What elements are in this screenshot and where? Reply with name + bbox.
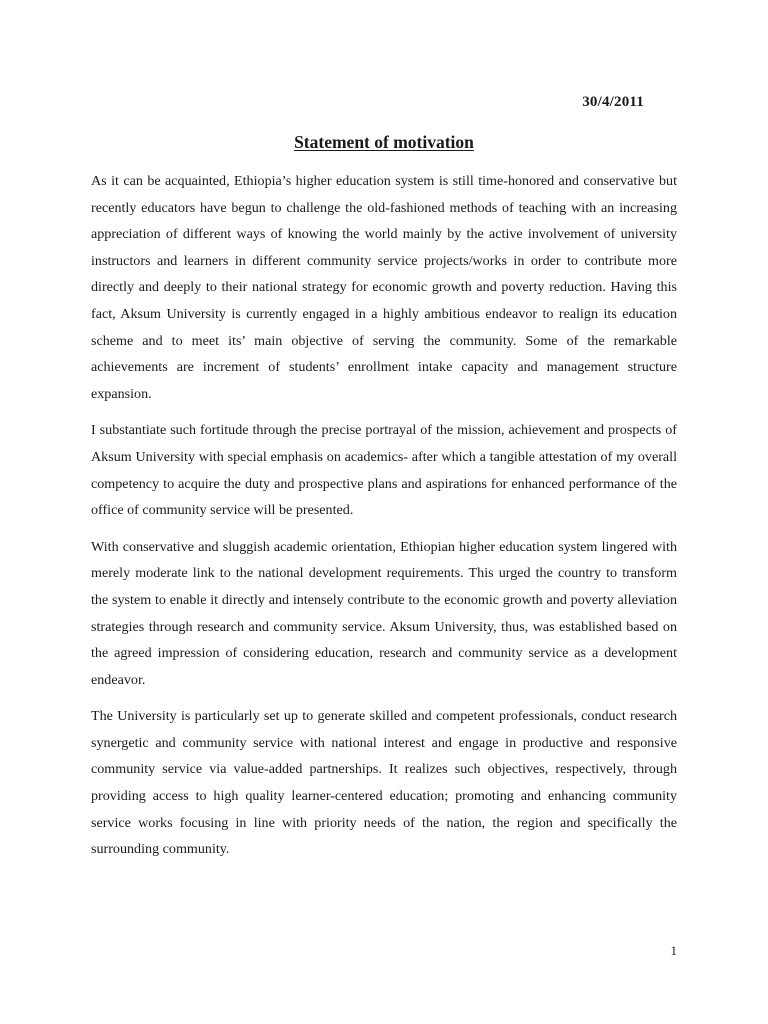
paragraph-3: With conservative and sluggish academic orientation, Ethiopian higher education system lingered with merely moderate link to the national development requirements. This urged the country to transform the system to enable it directly and intensely contribute to the economic growth and poverty alleviation strategies through research and community service. Aksum University, thus, was established based on the agreed impression of considering education, research and community service as a development endeavor. bbox=[91, 538, 677, 688]
document-date: 30/4/2011 bbox=[582, 94, 644, 110]
paragraph-4: The University is particularly set up to generate skilled and competent professionals, conduct research synergetic and community service with national interest and engage in productive and responsive community service via value-added partnerships. It realizes such objectives, respectively, through providing access to high quality learner-centered education; promoting and enhancing community service works focusing in line with priority needs of the nation, the region and specifically the surrounding community. bbox=[91, 708, 677, 858]
document-title: Statement of motivation bbox=[294, 132, 474, 152]
paragraph-2: I substantiate such fortitude through the precise portrayal of the mission, achievement and prospects of Aksum University with special emphasis on academics- after which a tangible attestation of my overall competency to acquire the duty and prospective plans and aspirations for enhanced performance of the office of community service will be presented. bbox=[91, 422, 677, 519]
paragraph-1: As it can be acquainted, Ethiopia’s higher education system is still time-honored and conservative but recently educators have begun to challenge the old-fashioned methods of teaching with an increasing appreciation of different ways of knowing the world mainly by the active involvement of university instructors and learners in different community service projects/works in order to contribute more directly and deeply to their national strategy for economic growth and poverty reduction. Having this fact, Aksum University is currently engaged in a highly ambitious endeavor to realign its education scheme and to meet its’ main objective of serving the community. Some of the remarkable achievements are increment of students’ enrollment intake capacity and management structure expansion. bbox=[91, 173, 677, 402]
document-body bbox=[91, 168, 677, 873]
page-number: 1 bbox=[670, 943, 677, 958]
